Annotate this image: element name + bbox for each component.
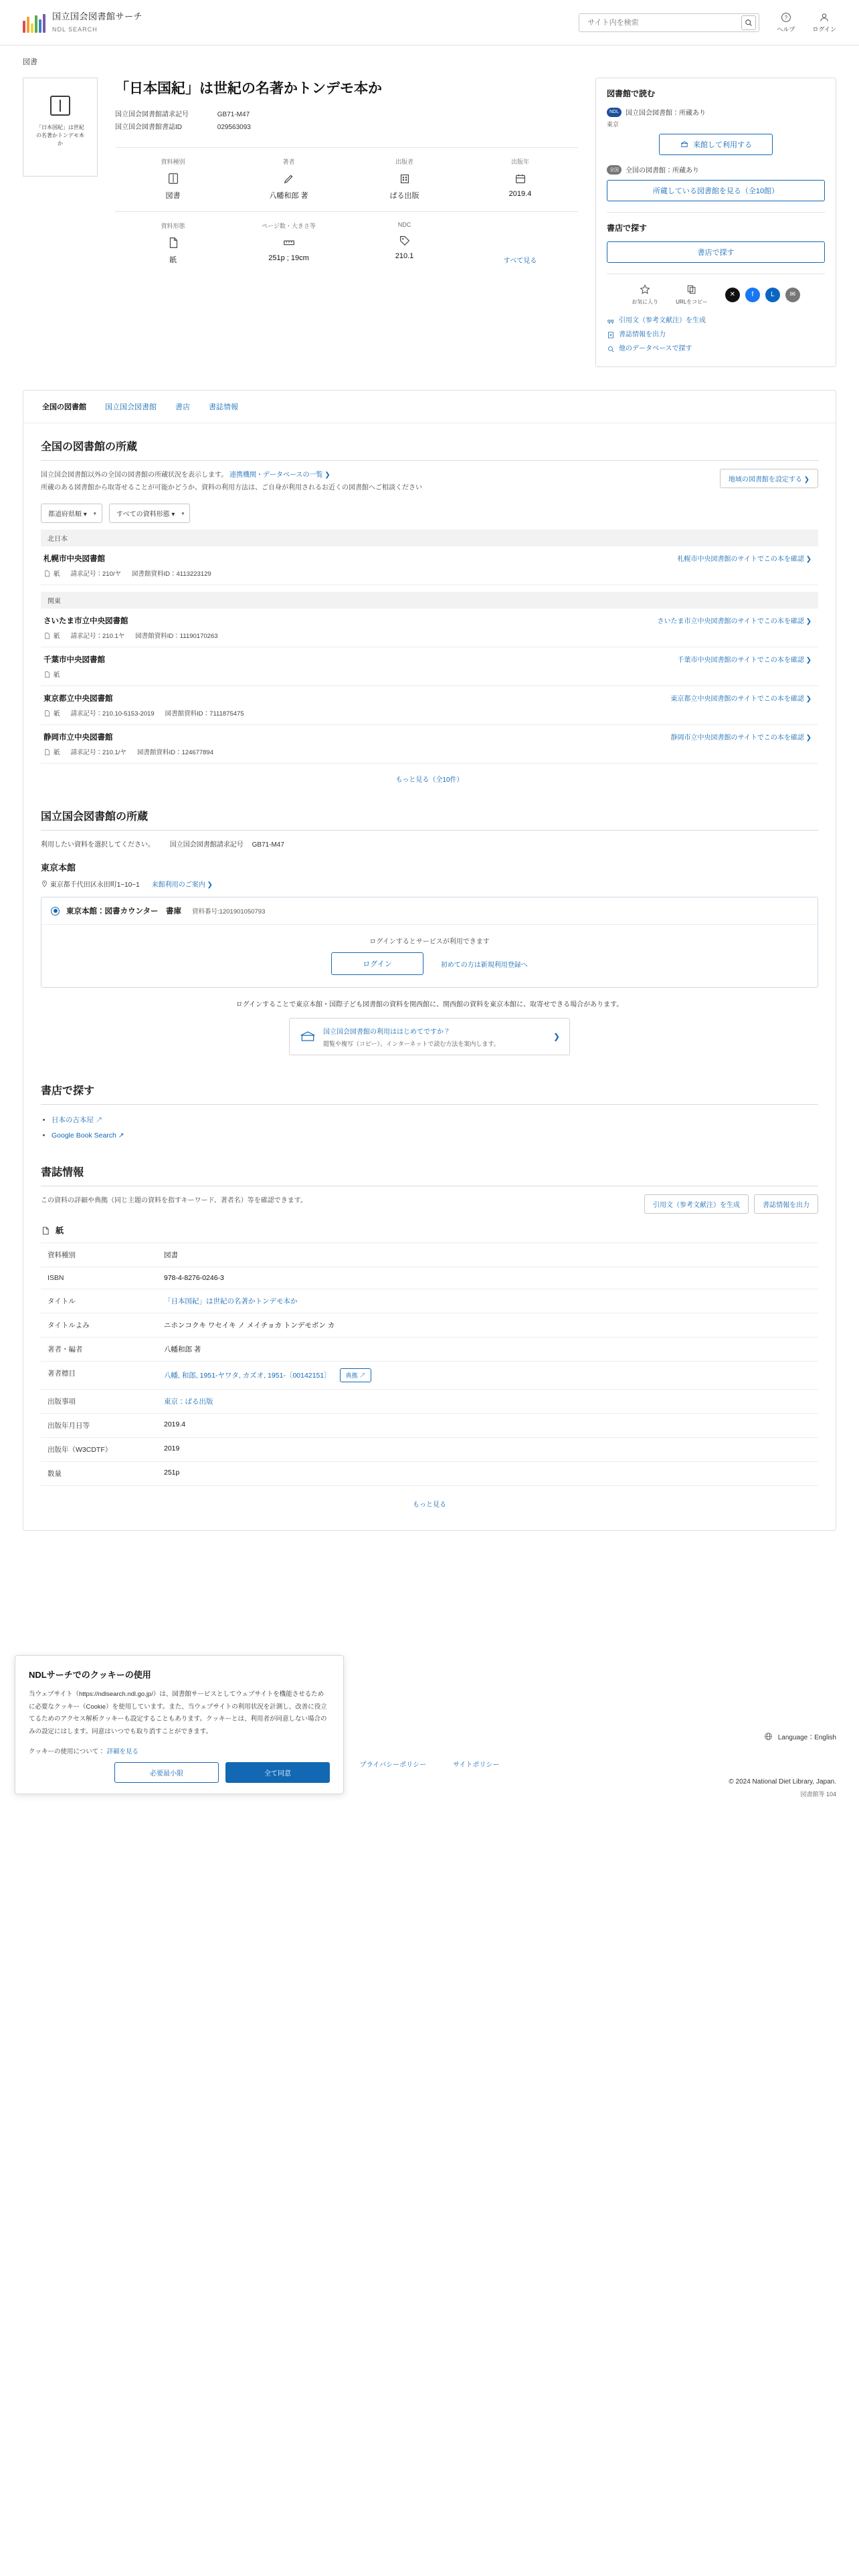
ndl-address-text: 東京都千代田区永田町1−10−1 bbox=[50, 881, 140, 889]
tab-bar bbox=[23, 391, 836, 423]
meta-ndc bbox=[347, 221, 462, 265]
author-authority-link[interactable]: 八幡, 和郎, 1951-ヤワタ, カズオ, 1951-〔00142151〕 bbox=[164, 1372, 331, 1380]
library-name: 千葉市中央図書館 bbox=[43, 656, 105, 664]
call-number: 請求記号：210.10-5153-2019 bbox=[70, 710, 155, 718]
breadcrumb: 図書 bbox=[23, 58, 37, 66]
generate-citation-link[interactable] bbox=[607, 314, 825, 328]
visit-library-label: 来館して利用する bbox=[693, 141, 752, 149]
meta-value: 紙 bbox=[169, 256, 177, 265]
see-all-label[interactable]: すべて見る bbox=[503, 257, 537, 265]
region-header: 関東 bbox=[41, 592, 818, 609]
table-row bbox=[41, 546, 818, 585]
row-label: 数量 bbox=[41, 1462, 159, 1486]
set-region-button[interactable]: 地域の図書館を設定する ❯ bbox=[720, 469, 818, 488]
divider bbox=[607, 212, 825, 213]
copy-icon bbox=[686, 284, 698, 296]
all-badge: 全国 bbox=[607, 165, 622, 175]
meta-extent bbox=[231, 221, 347, 265]
building-icon bbox=[347, 171, 462, 186]
paper-icon bbox=[115, 235, 231, 250]
see-all-link[interactable] bbox=[462, 221, 578, 265]
share-row bbox=[607, 284, 825, 306]
site-logo[interactable] bbox=[23, 11, 142, 35]
show-holding-libraries-label: 所蔵している図書館を見る（全10館） bbox=[652, 187, 779, 195]
kosho-link[interactable]: 日本の古本屋 ↗ bbox=[52, 1116, 103, 1124]
ndl-callno-value: GB71-M47 bbox=[252, 841, 284, 849]
table-row bbox=[41, 686, 818, 725]
row-value: 図書 bbox=[164, 1251, 178, 1260]
pin-icon bbox=[41, 880, 48, 887]
authority-chip[interactable]: 典拠 ↗ bbox=[340, 1368, 372, 1382]
show-more-libraries[interactable] bbox=[41, 764, 818, 788]
globe-icon bbox=[764, 1732, 773, 1741]
row-value: 251p bbox=[164, 1469, 180, 1477]
title-link[interactable]: 「日本国紀」は世紀の名著かトンデモ本か bbox=[164, 1297, 298, 1306]
format-label: 紙 bbox=[54, 671, 60, 679]
show-holding-libraries-button[interactable] bbox=[607, 180, 825, 201]
version-value: 104 bbox=[826, 1791, 836, 1798]
row-value bbox=[159, 1289, 818, 1313]
cookie-detail-row bbox=[29, 1746, 330, 1755]
generate-citation-button[interactable]: 引用文（参考文献注）を生成 bbox=[644, 1194, 749, 1214]
library-item-id: 図書館資料ID：11190170263 bbox=[135, 633, 218, 640]
search-box[interactable] bbox=[579, 13, 759, 32]
meta-label: ページ数・大きさ等 bbox=[262, 223, 316, 230]
table-row bbox=[41, 609, 818, 647]
export-bib-label: 書誌情報を出力 bbox=[619, 331, 666, 338]
paper-icon bbox=[43, 632, 51, 639]
call-number: 請求記号：210/ヤ bbox=[70, 570, 122, 578]
bibliography-head-row bbox=[41, 1194, 818, 1214]
library-item-id: 図書館資料ID：124677894 bbox=[136, 749, 213, 756]
bookstore-panel-title: 書店で探す bbox=[607, 223, 648, 233]
table-row bbox=[41, 1289, 818, 1313]
table-row bbox=[41, 1313, 818, 1337]
meta-material-type bbox=[115, 157, 231, 201]
find-at-bookstore-label: 書店で探す bbox=[697, 249, 735, 257]
section-national-holdings bbox=[23, 423, 836, 793]
export-bib-link[interactable] bbox=[607, 328, 825, 342]
ndl-location: 東京 bbox=[607, 121, 619, 128]
format-tag bbox=[43, 747, 60, 756]
language-label: Language：English bbox=[777, 1734, 836, 1742]
version-label: 図書館等 bbox=[800, 1791, 825, 1798]
cover-caption: 「日本国紀」は世紀の名著かトンデモ本か bbox=[36, 124, 84, 146]
bibliography-actions bbox=[644, 1194, 818, 1214]
search-icon bbox=[745, 19, 753, 27]
meta-label: 出版年 bbox=[510, 158, 529, 166]
table-row bbox=[41, 1362, 818, 1390]
ndl-first-time-promo[interactable] bbox=[289, 1018, 570, 1055]
format-label: 紙 bbox=[54, 570, 60, 578]
library-site-link[interactable]: 静岡市立中央図書館のサイトでこの本を確認 ❯ bbox=[670, 734, 812, 742]
filter-row bbox=[41, 504, 818, 523]
visit-library-button[interactable] bbox=[659, 134, 773, 155]
meta-format bbox=[115, 221, 231, 265]
library-site-link[interactable]: 千葉市中央図書館のサイトでこの本を確認 ❯ bbox=[677, 657, 812, 664]
find-at-bookstore-button[interactable] bbox=[607, 241, 825, 263]
record-identifiers bbox=[115, 108, 578, 134]
bibid-label: 国立国会図書館書誌ID bbox=[115, 124, 182, 132]
row-label: 著者・編者 bbox=[41, 1337, 159, 1362]
holding-radio[interactable] bbox=[51, 907, 60, 916]
row-value: 978-4-8276-0246-3 bbox=[164, 1274, 224, 1283]
copy-url-label: URLをコピー bbox=[676, 299, 708, 305]
row-value: 八幡和郎 著 bbox=[164, 1346, 201, 1354]
login-button[interactable] bbox=[812, 12, 836, 33]
table-row bbox=[41, 1337, 818, 1362]
paper-icon bbox=[43, 710, 51, 717]
note-text-1: 国立国会図書館以外の全国の図書館の所蔵状況を表示します。 bbox=[41, 471, 228, 479]
bibid-value: 029563093 bbox=[217, 124, 251, 132]
ndl-address bbox=[41, 879, 140, 889]
format-tag bbox=[43, 708, 60, 718]
library-name: 札幌市中央図書館 bbox=[43, 555, 105, 563]
paper-icon bbox=[41, 1226, 50, 1235]
library-item-id: 図書館資料ID：4113223129 bbox=[132, 570, 211, 578]
record-section bbox=[23, 74, 836, 367]
call-number: 請求記号：210.1ヤ bbox=[70, 633, 125, 640]
section-ndl-holdings bbox=[23, 793, 836, 1067]
record-meta-row-2 bbox=[115, 211, 578, 277]
ndl-address-row bbox=[41, 879, 818, 889]
library-icon bbox=[680, 140, 689, 149]
login-row bbox=[51, 952, 808, 975]
format-tag bbox=[43, 568, 60, 578]
meta-value: 251p ; 19cm bbox=[268, 254, 309, 263]
search-button[interactable] bbox=[741, 15, 756, 30]
paper-icon bbox=[43, 570, 51, 577]
show-more-label: もっと見る（全10件） bbox=[395, 776, 464, 784]
row-label: ISBN bbox=[41, 1267, 159, 1289]
mail-share-icon[interactable]: ✉ bbox=[785, 288, 800, 302]
library-name: さいたま市立中央図書館 bbox=[43, 617, 128, 625]
material-type-select[interactable]: すべての資料形態 ▾ ▾ bbox=[109, 504, 191, 523]
ndl-availability bbox=[607, 107, 825, 117]
panel-title: 図書館で読む bbox=[607, 89, 656, 98]
tab-bibliography[interactable]: 書誌情報 bbox=[209, 403, 238, 411]
generate-citation-label: 引用文（参考文献注）を生成 bbox=[619, 317, 706, 324]
svg-text:?: ? bbox=[784, 14, 788, 21]
copyright: © 2024 National Diet Library, Japan. bbox=[729, 1778, 836, 1786]
site-name-sub: NDL SEARCH bbox=[52, 25, 98, 33]
show-more-bibliography[interactable] bbox=[41, 1486, 818, 1513]
x-share-icon[interactable]: ✕ bbox=[725, 288, 740, 302]
book-icon bbox=[50, 96, 70, 116]
visit-guide-link[interactable]: 来館利用のご案内 ❯ bbox=[151, 881, 213, 889]
holding-item-id: 資料番号:1201901050793 bbox=[192, 908, 266, 916]
favorite-label: お気に入り bbox=[632, 299, 659, 305]
new-registration-link[interactable]: 初めての方は新規利用登録へ bbox=[440, 961, 528, 969]
all-availability-text: 全国の図書館：所蔵あり bbox=[626, 167, 699, 175]
section-bookstore bbox=[23, 1067, 836, 1149]
export-icon bbox=[607, 331, 615, 339]
library-name: 東京都立中央図書館 bbox=[43, 695, 113, 703]
all-availability bbox=[607, 165, 825, 175]
row-value: ニホンコクキ ワセイキ ノ メイチョカ トンデモボン カ bbox=[164, 1321, 335, 1330]
prefecture-order-select[interactable]: 都道府県順 ▾ ▾ bbox=[41, 504, 102, 523]
bibliography-note: この資料の詳細や典拠（同じ主題の資料を指すキーワード、著者名）等を確認できます。 bbox=[41, 1197, 307, 1205]
ndl-transfer-note: ログインすることで東京本館・国際子ども図書館の資料を関西館に、関西館の資料を東京本館に、取寄せできる場合があります。 bbox=[235, 1001, 624, 1008]
section-notes bbox=[41, 469, 422, 494]
row-label: タイトル bbox=[41, 1289, 159, 1313]
publisher-link[interactable]: 東京：ぱる出版 bbox=[164, 1398, 213, 1406]
table-row bbox=[41, 1243, 818, 1267]
other-db-link[interactable] bbox=[607, 342, 825, 356]
row-label: 出版事項 bbox=[41, 1390, 159, 1414]
social-buttons bbox=[725, 288, 800, 302]
holding-body bbox=[41, 925, 818, 987]
callno-label: 国立国会図書館請求記号 bbox=[115, 111, 189, 119]
ndl-callno-label: 国立国会図書館請求記号 bbox=[169, 841, 244, 849]
callno-value: GB71-M47 bbox=[217, 111, 250, 119]
table-row bbox=[41, 1390, 818, 1414]
section-note-row bbox=[41, 469, 818, 494]
user-icon bbox=[819, 12, 830, 23]
table-row bbox=[41, 1414, 818, 1438]
ndl-branch-name: 東京本館 bbox=[41, 863, 76, 873]
cookie-minimal-button[interactable]: 必要最小限 bbox=[114, 1762, 219, 1783]
library-item-id: 図書館資料ID：7111875475 bbox=[165, 710, 244, 718]
other-db-label: 他のデータベースで探す bbox=[619, 345, 692, 352]
help-button[interactable] bbox=[777, 12, 795, 33]
library-icon bbox=[299, 1030, 316, 1043]
search-icon bbox=[607, 345, 615, 353]
paper-icon bbox=[43, 671, 51, 678]
privacy-policy-link[interactable]: プライバシーポリシー bbox=[359, 1761, 427, 1769]
tab-bookstore[interactable]: 書店 bbox=[175, 403, 190, 411]
ndl-holding-box bbox=[41, 897, 818, 988]
bookstore-links bbox=[41, 1113, 818, 1144]
holding-title: 東京本館：図書カウンター 書庫 bbox=[66, 907, 182, 916]
meta-value: 八幡和郎 著 bbox=[269, 192, 308, 201]
holding-header[interactable] bbox=[41, 897, 818, 925]
section-heading: 書誌情報 bbox=[41, 1164, 818, 1186]
meta-value: 2019.4 bbox=[508, 190, 532, 199]
tab-national-libraries[interactable]: 全国の図書館 bbox=[42, 403, 86, 411]
pen-icon bbox=[231, 171, 347, 186]
table-row bbox=[41, 725, 818, 764]
meta-value: ぱる出版 bbox=[389, 192, 419, 201]
meta-value: 図書 bbox=[165, 192, 181, 201]
site-header bbox=[0, 0, 859, 45]
site-name: 国立国会図書館サーチ bbox=[52, 11, 143, 21]
row-label: タイトルよみ bbox=[41, 1313, 159, 1337]
read-at-library-panel bbox=[595, 78, 836, 367]
format-tag bbox=[43, 631, 60, 640]
promo-title: 国立国会図書館の利用ははじめてですか？ bbox=[323, 1029, 450, 1036]
table-row bbox=[41, 647, 818, 686]
page-title: 「日本国紀」は世紀の名著かトンデモ本か bbox=[115, 81, 382, 96]
region-header: 北日本 bbox=[41, 530, 818, 546]
tag-icon bbox=[347, 233, 462, 248]
meta-label: 著者 bbox=[282, 158, 295, 166]
bibliography-format bbox=[41, 1224, 818, 1236]
calendar-icon bbox=[462, 171, 578, 186]
book-icon bbox=[115, 171, 231, 186]
list-item[interactable] bbox=[52, 1128, 818, 1144]
chevron-right-icon: ❯ bbox=[553, 1032, 560, 1041]
login-button[interactable]: ログイン bbox=[331, 952, 423, 975]
meta-label: 資料種別 bbox=[161, 158, 185, 166]
meta-author bbox=[231, 157, 347, 201]
row-label: 出版年月日等 bbox=[41, 1414, 159, 1438]
show-more-label: もっと見る bbox=[413, 1501, 446, 1509]
copy-url-button[interactable] bbox=[676, 284, 708, 306]
facebook-share-icon[interactable]: f bbox=[745, 288, 760, 302]
ndl-availability-text: 国立国会図書館：所蔵あり bbox=[626, 110, 706, 117]
library-site-link[interactable]: 東京都立中央図書館のサイトでこの本を確認 ❯ bbox=[670, 695, 812, 703]
cookie-title: NDLサーチでのクッキーの使用 bbox=[29, 1670, 151, 1681]
google-books-link[interactable]: Google Book Search ↗ bbox=[52, 1132, 124, 1140]
record-meta-row-1 bbox=[115, 147, 578, 201]
meta-label: 出版者 bbox=[395, 158, 413, 166]
meta-label: NDC bbox=[397, 221, 411, 229]
section-heading: 国立国会図書館の所蔵 bbox=[41, 808, 818, 831]
select-note-text: 利用したい資料を選択してください。 bbox=[41, 841, 155, 849]
row-value: 2019 bbox=[164, 1444, 180, 1453]
detail-card bbox=[23, 390, 836, 1531]
export-bib-button[interactable]: 書誌情報を出力 bbox=[754, 1194, 818, 1214]
meta-pubyear bbox=[462, 157, 578, 201]
favorite-button[interactable] bbox=[632, 284, 658, 306]
format-label: 紙 bbox=[54, 749, 60, 756]
format-label: 紙 bbox=[54, 710, 60, 718]
table-row bbox=[41, 1267, 818, 1289]
library-name: 静岡市立中央図書館 bbox=[43, 734, 113, 742]
row-value: 2019.4 bbox=[164, 1420, 186, 1429]
ndl-logo-icon bbox=[23, 13, 45, 33]
paper-icon bbox=[43, 748, 51, 756]
table-row bbox=[41, 1462, 818, 1486]
record-main bbox=[115, 78, 578, 367]
note-text-2: 所蔵のある図書館から取寄せることが可能かどうか、資料の利用方法は、ご自身が利用されるお近くの図書館へご相談ください bbox=[41, 484, 422, 492]
tab-ndl[interactable]: 国立国会図書館 bbox=[105, 403, 157, 411]
meta-value: 210.1 bbox=[395, 252, 414, 261]
quote-icon bbox=[607, 317, 615, 325]
search-input[interactable] bbox=[586, 18, 741, 27]
section-bibliography bbox=[23, 1149, 836, 1530]
meta-publisher bbox=[347, 157, 462, 201]
cookie-accept-all-button[interactable]: 全て同意 bbox=[225, 1762, 330, 1783]
row-label: 資料種別 bbox=[41, 1243, 159, 1267]
library-site-link[interactable]: 札幌市中央図書館のサイトでこの本を確認 ❯ bbox=[677, 556, 812, 563]
ndl-badge: NDL bbox=[607, 108, 622, 117]
format-label: 紙 bbox=[54, 633, 60, 640]
list-item[interactable] bbox=[52, 1113, 818, 1128]
line-share-icon[interactable]: L bbox=[765, 288, 780, 302]
row-label: 著者標目 bbox=[41, 1362, 159, 1390]
cover-thumbnail bbox=[23, 78, 98, 177]
section-heading: 全国の図書館の所蔵 bbox=[41, 438, 818, 461]
section-heading: 書店で探す bbox=[41, 1082, 818, 1105]
database-list-link[interactable]: 連携機関・データベースの一覧 ❯ bbox=[229, 471, 330, 479]
row-value bbox=[159, 1390, 818, 1414]
header-right bbox=[579, 12, 836, 33]
help-label: ヘルプ bbox=[777, 25, 795, 33]
cookie-body: 当ウェブサイト（https://ndlsearch.ndl.go.jp/）は、図書館サービスとしてウェブサイトを機能させるために必要なクッキー（Cookie）を使用しています。また、当ウェブサイトの利用状況を計測し、改善に役立てるためのアクセス解析クッキーも設定することもあります。クッキーとは、利用者が同意しない場合のみの設定にはします。同意はいつでも取り消すことができます。 bbox=[29, 1691, 327, 1735]
cookie-actions bbox=[29, 1762, 330, 1783]
row-label: 出版年（W3CDTF） bbox=[41, 1438, 159, 1462]
login-tip: ログインするとサービスが利用できます bbox=[369, 938, 490, 946]
meta-label: 資料形態 bbox=[161, 223, 185, 230]
side-links bbox=[607, 314, 825, 356]
help-icon bbox=[781, 12, 791, 23]
format-tag bbox=[43, 669, 60, 679]
table-row bbox=[41, 1438, 818, 1462]
call-number: 請求記号：210.1/ヤ bbox=[70, 749, 126, 756]
star-icon bbox=[639, 284, 651, 296]
ndl-select-note bbox=[41, 839, 818, 849]
row-value bbox=[159, 1362, 818, 1390]
main-content bbox=[0, 45, 859, 1531]
bibliography-format-label: 紙 bbox=[56, 1226, 64, 1236]
cookie-detail-link[interactable]: 詳細を見る bbox=[106, 1748, 138, 1756]
promo-sub: 閲覧や複写（コピー）、インターネットで読む方法を案内します。 bbox=[323, 1041, 500, 1047]
bibliography-table bbox=[41, 1243, 818, 1486]
site-policy-link[interactable]: サイトポリシー bbox=[453, 1761, 500, 1769]
cookie-banner bbox=[15, 1655, 344, 1794]
cookie-detail-label: クッキーの使用について： bbox=[29, 1748, 105, 1756]
library-site-link[interactable]: さいたま市立中央図書館のサイトでこの本を確認 ❯ bbox=[657, 618, 812, 625]
ruler-icon bbox=[231, 235, 347, 250]
login-label: ログイン bbox=[812, 25, 836, 33]
